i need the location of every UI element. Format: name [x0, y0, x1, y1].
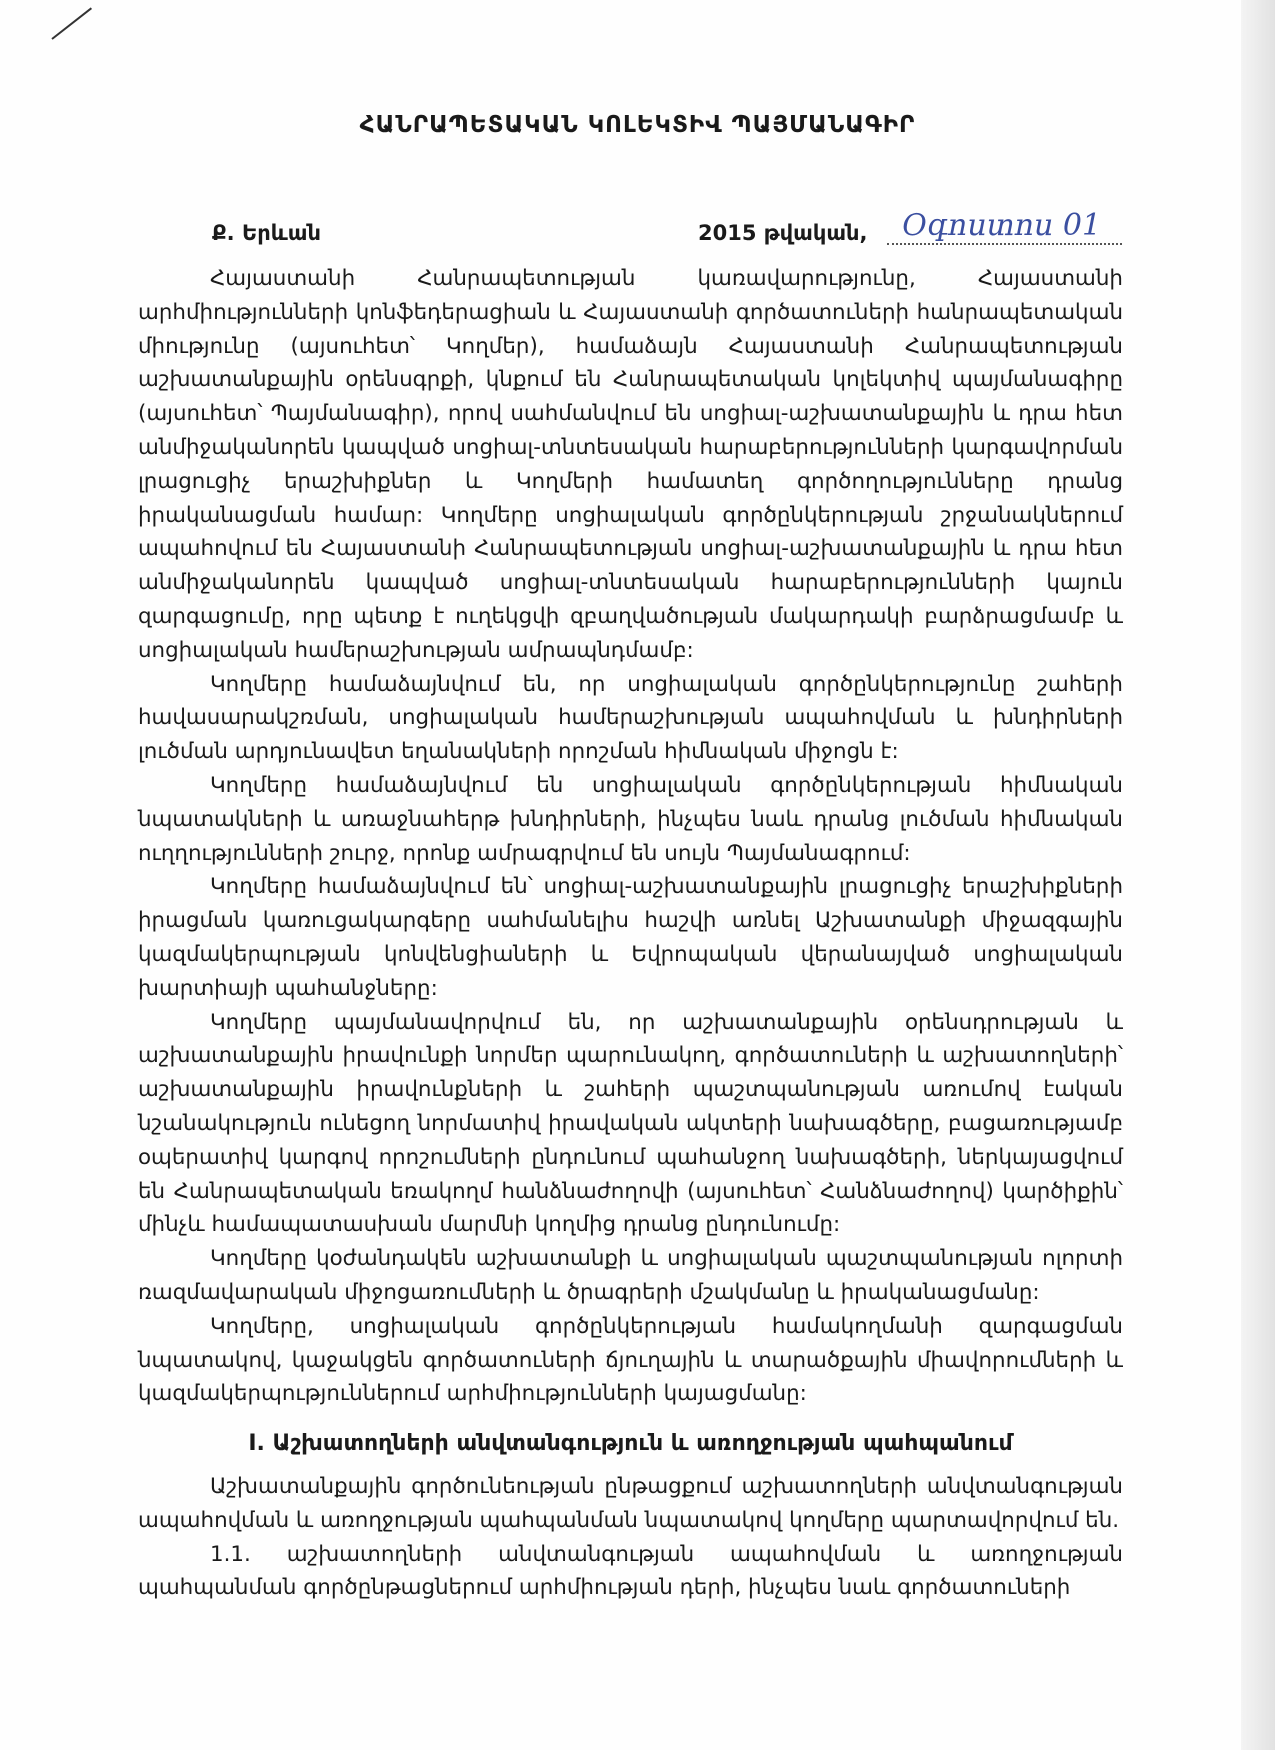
section-heading: I. Աշխատողների անվտանգություն և առողջության պահպանում: [248, 1431, 1013, 1457]
document-body: [138, 262, 1123, 1605]
paragraph: Կողմերը, սոցիալական գործընկերության համակողմանի զարգացման նպատակով, կաջակցեն գործատուների ճյուղային և տարածքային միավորումների և կազմակերպություններում արհմիությունների կայացմանը:: [138, 1313, 1123, 1407]
handwritten-date: Օգոստոս 01: [902, 208, 1102, 243]
scan-edge: [1241, 0, 1275, 1750]
paragraph: Կողմերը կօժանդակեն աշխատանքի և սոցիալական պաշտպանության ոլորտի ռազմավարական միջոցառումների և ծրագրերի մշակմանը և իրականացմանը:: [138, 1246, 1123, 1305]
paragraph: Կողմերը համաձայնվում են սոցիալական գործընկերության հիմնական նպատակների և առաջնահերթ խնդիրների, ինչպես նաև դրանց լուծման հիմնական ուղղությունների շուրջ, որոնք ամրագրվում են սույն Պայմանագրում:: [138, 772, 1123, 866]
document-title: ՀԱՆՐԱՊԵՏԱԿԱՆ ԿՈԼԵԿՏԻՎ ՊԱՅՄԱՆԱԳԻՐ: [359, 112, 916, 138]
pen-mark: [51, 7, 92, 39]
place-date-line: [212, 208, 1127, 250]
paragraph: Կողմերը համաձայնվում են՝ սոցիալ-աշխատանքային լրացուցիչ երաշխիքների իրացման կառուցակարգերը սահմանելիս հաշվի առնել Աշխատանքի միջազգային կազմակերպության կոնվենցիաների և Եվրոպական վերանայված սոցիալական խարտիայի պահանջները:: [138, 874, 1123, 1001]
paragraph: Կողմերը համաձայնվում են, որ սոցիալական գործընկերությունը շահերի հավասարակշռման, սոցիալական համերաշխության ապահովման և խնդիրների լուծման արդյունավետ եղանակների որոշման հիմնական միջոցն է:: [138, 671, 1123, 765]
paragraph: Կողմերը պայմանավորվում են, որ աշխատանքային օրենսդրության և աշխատանքային իրավունքի նորմեր պարունակող, գործատուների և աշխատողների՝ աշխատանքային իրավունքների և շահերի պաշտպանության առումով էական նշանակություն ունեցող նորմատիվ իրավական ակտերի նախագծերը, բացառությամբ օպերատիվ կարգով որոշումների ընդունում պահանջող նախագծերի, ներկայացվում են Հանրապետական եռակողմ հանձնաժողովի (այսուհետ՝ Հանձնաժողով) կարծիքին՝ մինչև համապատասխան մարմնի կողմից դրանց ընդունումը:: [138, 1009, 1123, 1238]
date-underline: [887, 243, 1122, 245]
city-label: Ք. Երևան: [212, 221, 321, 245]
paragraph: Աշխատանքային գործունեության ընթացքում աշխատողների անվտանգության ապահովման և առողջության պահպանման նպատակով կողմերը պարտավորվում են.: [138, 1474, 1123, 1533]
paragraph: Հայաստանի Հանրապետության կառավարությունը, Հայաստանի արհմիությունների կոնֆեդերացիան և Հայաստանի գործատուների հանրապետական միությունը (այսուհետ՝ Կողմեր), համաձայն Հայաստանի Հանրապետության աշխատանքային օրենսգրքի, կնքում են Հանրապետական կոլեկտիվ պայմանագիրը (այսուհետ՝ Պայմանագիր), որով սահմանվում են սոցիալ-աշխատանքային և դրա հետ անմիջականորեն կապված սոցիալ-տնտեսական հարաբերությունների կարգավորման լրացուցիչ երաշխիքներ և Կողմերի համատեղ գործողությունները դրանց իրականացման համար: Կողմերը սոցիալական գործընկերության շրջանակներում ապահովում են Հայաստանի Հանրապետության սոցիալ-աշխատանքային և դրա հետ անմիջականորեն կապված սոցիալ-տնտեսական հարաբերությունների կայուն զարգացումը, որը պետք է ուղեկցվի զբաղվածության մակարդակի բարձրացմամբ և սոցիալական համերաշխության ամրապնդմամբ:: [138, 266, 1123, 663]
year-label: 2015 թվական,: [698, 221, 868, 245]
paragraph: 1.1. աշխատողների անվտանգության ապահովման և առողջության պահպանման գործընթացներում արհմիության դերի, ինչպես նաև գործատուների: [138, 1541, 1123, 1601]
